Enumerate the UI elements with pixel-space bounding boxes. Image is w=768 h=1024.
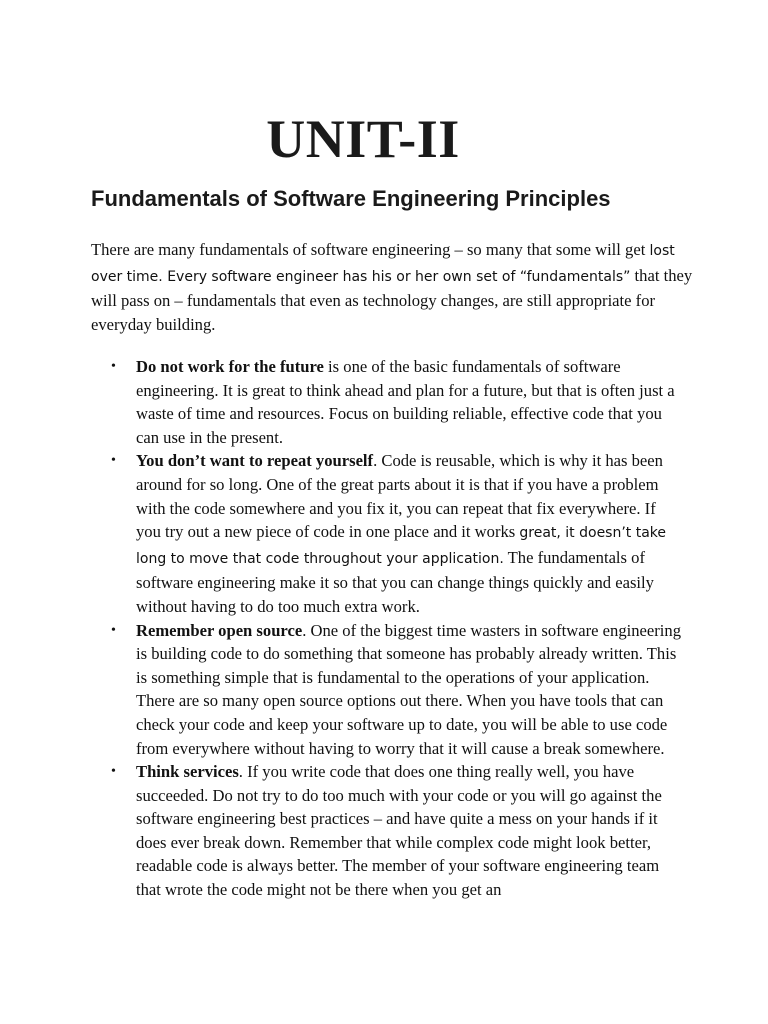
list-item-remember-open-source: [0, 619, 684, 761]
item-term: You don’t want to repeat yourself: [136, 451, 374, 471]
bullet-icon: •: [111, 453, 116, 469]
item-text-end: The fundamentals of software engineering make it so that you can change things quickly and easily without having to do too much extra work.: [136, 547, 654, 616]
bullet-icon: •: [111, 359, 116, 374]
list-item-think-services: [0, 760, 684, 902]
bullet-icon: •: [111, 622, 116, 638]
item-term: Remember open source: [136, 620, 303, 640]
item-text-alt: great, it doesn’t take long to move that code throughout your application.: [136, 525, 667, 567]
intro-text-3: that they will pass on – fundamentals that even as technology changes, are still appropriate for everyday building.: [91, 265, 693, 334]
item-term: Do not work for the future: [136, 357, 324, 376]
intro-paragraph: [91, 238, 697, 336]
intro-text-1: There are many fundamentals of software engineering – so many that some will get: [91, 240, 650, 259]
unit-title: UNIT-II: [266, 109, 460, 169]
section-heading: Fundamentals of Software Engineering Principles: [91, 186, 611, 211]
item-text: . One of the biggest time wasters in software engineering is building code to do something that someone has probably already written. This is something simple that is fundamental to the operations of your application. There are so many open source options out there. When you have tools that can check your code and keep your software up to date, you will be able to use code from everywhere without having to worry that it will cause a break somewhere.: [136, 620, 681, 758]
list-item-do-not-work-for-future: [0, 355, 684, 449]
list-item-dont-repeat-yourself: [0, 449, 684, 618]
bullet-icon: •: [111, 764, 116, 780]
item-text: is one of the basic fundamentals of software engineering. It is great to think ahead and plan for a future, but that is often just a waste of time and resources. Focus on building reliable, effective code that you can use in the present.: [136, 357, 675, 447]
item-text: . Code is reusable, which is why it has been around for so long. One of the great parts about it is that if you have a problem with the code somewhere and you fix it, you can repeat that fix everywhere. If you try out a new piece of code in one place and it works: [136, 451, 663, 542]
intro-text-2: lost over time. Every software engineer has his or her own set of “fundamentals”: [91, 243, 675, 285]
fundamentals-list: [0, 355, 700, 902]
item-text: . If you write code that does one thing really well, you have succeeded. Do not try to do too much with your code or you will go against the software engineering best practices – and have quite a mess on your hands if it does ever break down. Remember that while complex code might look better, readable code is always better. The member of your software engineering team that wrote the code might not be there when you get an: [136, 762, 662, 900]
item-term: Think services: [136, 762, 239, 782]
